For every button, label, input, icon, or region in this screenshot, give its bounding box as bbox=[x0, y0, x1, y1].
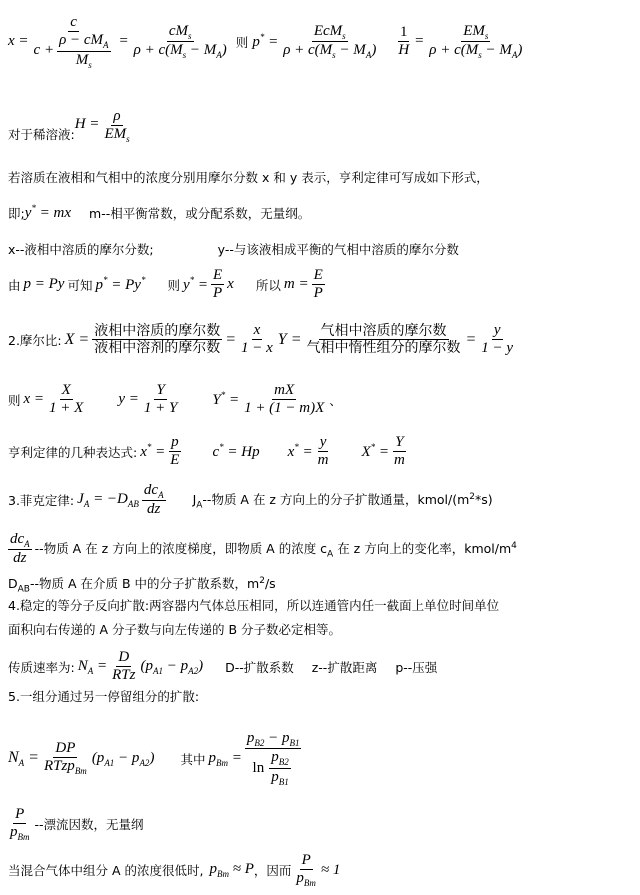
formula-line-15-rate: 传质速率为: $N_A$ = D RTz $(p_{A1} - p_{A2})$ D--扩散系数 z--扩散距离 p--压强 bbox=[8, 649, 438, 684]
fraction-mole-liquid: 液相中溶质的摩尔数 液相中溶剂的摩尔数 bbox=[94, 323, 221, 357]
fraction-p-star: EcM$_s$ $\rho + c(M_s - M_A)$ bbox=[283, 23, 377, 61]
formula-line-19: 当混合气体中组分 A 的浓度很低时, $p_{Bm} \approx P$ ，因而 P $p_{Bm}$ ≈ 1 bbox=[8, 852, 341, 889]
formula-line-17: $N_A$ = DP RTzp$_{Bm}$ $(p_{A1} - p_{A2})$ 其中 $p_{Bm}$ = $p_{B2} - p_{B1}$ ln $p_{B2}$ $p_{B1}$ bbox=[8, 730, 300, 787]
fraction-pbm-log-mean: $p_{B2} - p_{B1}$ ln $p_{B2}$ $p_{B1}$ bbox=[246, 730, 300, 787]
formula-line-7-mole-ratio: 2.摩尔比: X = 液相中溶质的摩尔数 液相中溶剂的摩尔数 = $\frac{x}{1 - x}$ Y = 气相中溶质的摩尔数 气相中惰性组分的摩尔数 = $\frac{y}{1 - y}$ bbox=[8, 322, 514, 357]
text-line-13: 4.稳定的等分子反向扩散:两容器内气体总压相同，所以连通管内任一截面上单位时间单位 bbox=[8, 598, 500, 613]
text-line-3: 若溶质在液相和气相中的浓度分别用摩尔分数 x 和 y 表示，亨利定律可写成如下形式， bbox=[8, 170, 489, 185]
formula-line-8: 则 x = $\frac{X}{1 + X}$ y = $\frac{Y}{1 + Y}$ Y* = $\frac{mX}{1 + (1 - m)X}$ 、 bbox=[8, 382, 342, 417]
fraction-p-pbm: P $p_{Bm}$ bbox=[10, 806, 30, 843]
fraction-dca-dz-2: $dc_A$ dz bbox=[10, 531, 30, 567]
fraction-p-over-e: $\frac{p}{E}$ bbox=[170, 434, 180, 469]
formula-line-2: 对于稀溶液: H = ρ $EM_s$ bbox=[8, 108, 130, 145]
formula-line-1: x = c c + $\rho - cM_A$ $M_s$ = $cM_s$ $\rho + c(M_s - M_A)$ 则 p* = EcM$_s$ $\rho + c(M_s - M_A)$ $\frac{1}{H}$ = $EM_s$ $\rho + c(M_s - M_A)$ bbox=[8, 14, 523, 70]
fraction-x-over-1mx: $\frac{x}{1 - x}$ bbox=[241, 322, 273, 357]
fraction-y-over-m: $\frac{y}{m}$ bbox=[317, 434, 329, 469]
formula-line-18-drift: P $p_{Bm}$ --漂流因数，无量纲 bbox=[10, 806, 144, 843]
fraction-one-over-h: $\frac{1}{H}$ bbox=[398, 24, 410, 59]
fraction-dp-rtzpbm: DP RTzp$_{Bm}$ bbox=[43, 740, 87, 777]
fraction-mole-gas: 气相中溶质的摩尔数 气相中惰性组分的摩尔数 bbox=[306, 323, 461, 357]
fraction-Y-over-m: $\frac{Y}{m}$ bbox=[394, 434, 405, 469]
fraction-Y-star: $\frac{mX}{1 + (1 - m)X}$ bbox=[244, 382, 325, 417]
text-line-4: 即; y* = mx m--相平衡常数，或分配系数，无量纲。 bbox=[8, 203, 311, 221]
text-line-16: 5.一组分通过另一停留组分的扩散: bbox=[8, 689, 200, 704]
fraction-ems: $EM_s$ $\rho + c(M_s - M_A)$ bbox=[429, 23, 523, 61]
fraction-d-rtz: D RTz bbox=[112, 649, 136, 684]
fraction-e-over-p: $\frac{E}{P}$ bbox=[213, 267, 223, 302]
fraction-p-pbm-2: P $p_{Bm}$ bbox=[296, 852, 316, 889]
fraction-cms: $cM_s$ $\rho + c(M_s - M_A)$ bbox=[133, 23, 227, 61]
eq-x: x = bbox=[8, 33, 29, 50]
fraction-y-of-Y: $\frac{Y}{1 + Y}$ bbox=[143, 382, 178, 417]
text-line-12: $D_{AB}--$物质 A 在介质 B 中的分子扩散系数，$m^2/s$ bbox=[8, 575, 276, 595]
text-line-14: 面积向右传递的 A 分子数与向左传递的 B 分子数必定相等。 bbox=[8, 622, 342, 637]
fraction-m: $\frac{E}{P}$ bbox=[313, 267, 323, 302]
fraction-h: ρ $EM_s$ bbox=[104, 108, 130, 145]
formula-line-10-fick: 3.菲克定律: $J_A = -D_{AB}$ $dc_A$ dz $J_A--$物质 A 在 z 方向上的分子扩散通量，kmol/$(m^2*s)$ bbox=[8, 482, 493, 518]
formula-line-11: $dc_A$ dz --物质 A 在 z 方向上的浓度梯度，即物质 A 的浓度 $c_A$ 在 z 方向上的变化率，kmol/$m^4$ bbox=[10, 531, 517, 567]
fraction-x-of-X: $\frac{X}{1 + X}$ bbox=[49, 382, 84, 417]
fraction-dca-dz: $dc_A$ dz bbox=[143, 482, 164, 518]
fraction-y-over-1my: $\frac{y}{1 - y}$ bbox=[481, 322, 514, 357]
fraction-x: c c + $\rho - cM_A$ $M_s$ bbox=[33, 14, 109, 70]
formula-line-6: 由 p = Py 可知 p* = Py* 则 y* = $\frac{E}{P}$ x 所以 m = $\frac{E}{P}$ bbox=[8, 267, 323, 302]
text-line-5: x--液相中溶质的摩尔分数; y--与该液相成平衡的气相中溶质的摩尔分数 bbox=[8, 242, 459, 257]
formula-line-9-henry: 亨利定律的几种表达式: x* = $\frac{p}{E}$ c* = Hp x* = $\frac{y}{m}$ X* = $\frac{Y}{m}$ bbox=[8, 434, 405, 469]
